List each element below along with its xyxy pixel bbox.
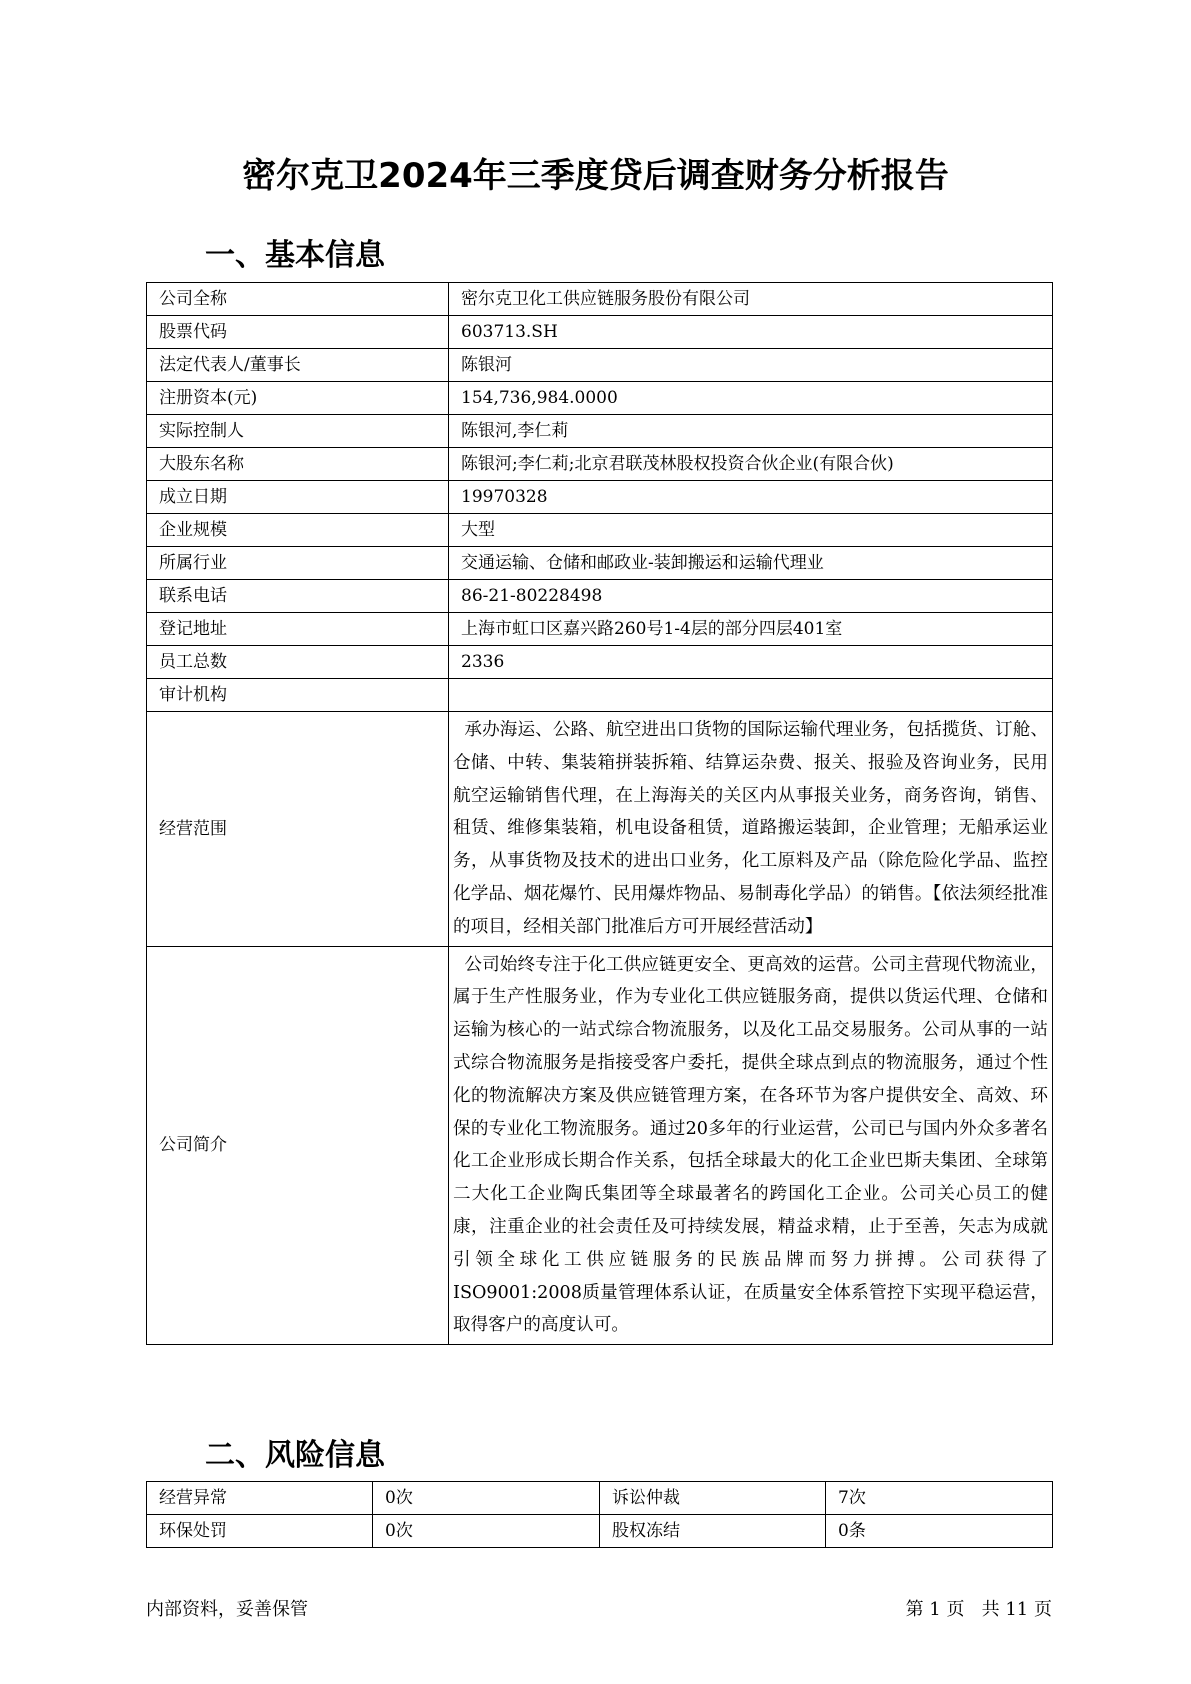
row-value: 2336: [449, 646, 1053, 679]
row-value: 陈银河;李仁莉;北京君联茂林股权投资合伙企业(有限合伙): [449, 448, 1053, 481]
row-label: 员工总数: [147, 646, 449, 679]
risk-value: 0条: [826, 1515, 1053, 1548]
report-title: 密尔克卫2024年三季度贷后调查财务分析报告: [242, 156, 949, 196]
risk-label: 经营异常: [147, 1482, 373, 1515]
row-label: 所属行业: [147, 547, 449, 580]
table-row: [147, 679, 1053, 712]
business-scope-label: 经营范围: [147, 712, 449, 947]
row-value: 19970328: [449, 481, 1053, 514]
row-label: 实际控制人: [147, 415, 449, 448]
table-row: [147, 514, 1053, 547]
row-value: 陈银河: [449, 349, 1053, 382]
table-row-business-scope: [147, 712, 1053, 947]
footer-page-number: 第 1 页 共 11 页: [905, 1599, 1052, 1620]
row-label: 审计机构: [147, 679, 449, 712]
table-row: [147, 646, 1053, 679]
table-row: [147, 349, 1053, 382]
row-value: 密尔克卫化工供应链服务股份有限公司: [449, 283, 1053, 316]
row-value: 603713.SH: [449, 316, 1053, 349]
row-value: 大型: [449, 514, 1053, 547]
row-value: 上海市虹口区嘉兴路260号1-4层的部分四层401室: [449, 613, 1053, 646]
risk-label: 诉讼仲裁: [600, 1482, 826, 1515]
table-row: [147, 415, 1053, 448]
row-value: 154,736,984.0000: [449, 382, 1053, 415]
row-label: 联系电话: [147, 580, 449, 613]
row-label: 大股东名称: [147, 448, 449, 481]
table-row: [147, 283, 1053, 316]
table-row: [147, 481, 1053, 514]
risk-value: 7次: [826, 1482, 1053, 1515]
risk-value: 0次: [373, 1482, 600, 1515]
table-row: [147, 613, 1053, 646]
row-label: 成立日期: [147, 481, 449, 514]
row-label: 公司全称: [147, 283, 449, 316]
row-value: 陈银河,李仁莉: [449, 415, 1053, 448]
table-row: [147, 316, 1053, 349]
risk-value: 0次: [373, 1515, 600, 1548]
row-label: 股票代码: [147, 316, 449, 349]
table-row: [147, 580, 1053, 613]
row-label: 登记地址: [147, 613, 449, 646]
row-value: 86-21-80228498: [449, 580, 1053, 613]
row-value: [449, 679, 1053, 712]
table-row: [147, 1515, 1053, 1548]
table-row-company-intro: [147, 946, 1053, 1345]
risk-label: 环保处罚: [147, 1515, 373, 1548]
table-row: [147, 1482, 1053, 1515]
basic-info-table: [146, 282, 1053, 1345]
business-scope-text: 承办海运、公路、航空进出口货物的国际运输代理业务，包括揽货、订舱、仓储、中转、集装箱拼装拆箱、结算运杂费、报关、报验及咨询业务，民用航空运输销售代理，在上海海关的关区内从事报关业务，商务咨询，销售、租赁、维修集装箱，机电设备租赁，道路搬运装卸，企业管理；无船承运业务，从事货物及技术的进出口业务，化工原料及产品（除危险化学品、监控化学品、烟花爆竹、民用爆炸物品、易制毒化学品）的销售。【依法须经批准的项目，经相关部门批准后方可开展经营活动】: [449, 712, 1053, 947]
table-row: [147, 448, 1053, 481]
company-intro-label: 公司简介: [147, 946, 449, 1345]
row-label: 法定代表人/董事长: [147, 349, 449, 382]
company-intro-text: 公司始终专注于化工供应链更安全、更高效的运营。公司主营现代物流业，属于生产性服务业，作为专业化工供应链服务商，提供以货运代理、仓储和运输为核心的一站式综合物流服务，以及化工品交易服务。公司从事的一站式综合物流服务是指接受客户委托，提供全球点到点的物流服务，通过个性化的物流解决方案及供应链管理方案，在各环节为客户提供安全、高效、环保的专业化工物流服务。通过20多年的行业运营，公司已与国内外众多著名化工企业形成长期合作关系，包括全球最大的化工企业巴斯夫集团、全球第二大化工企业陶氏集团等全球最著名的跨国化工企业。公司关心员工的健康，注重企业的社会责任及可持续发展，精益求精，止于至善，矢志为成就引领全球化工供应链服务的民族品牌而努力拼搏。公司获得了ISO9001:2008质量管理体系认证，在质量安全体系管控下实现平稳运营，取得客户的高度认可。: [449, 946, 1053, 1345]
section-heading-risk-info: 二、风险信息: [205, 1438, 385, 1473]
risk-info-table: [146, 1481, 1053, 1548]
risk-label: 股权冻结: [600, 1515, 826, 1548]
section-heading-basic-info: 一、基本信息: [205, 238, 385, 273]
row-value: 交通运输、仓储和邮政业-装卸搬运和运输代理业: [449, 547, 1053, 580]
table-row: [147, 547, 1053, 580]
footer-confidential-note: 内部资料，妥善保管: [146, 1599, 308, 1620]
row-label: 注册资本(元): [147, 382, 449, 415]
table-row: [147, 382, 1053, 415]
row-label: 企业规模: [147, 514, 449, 547]
